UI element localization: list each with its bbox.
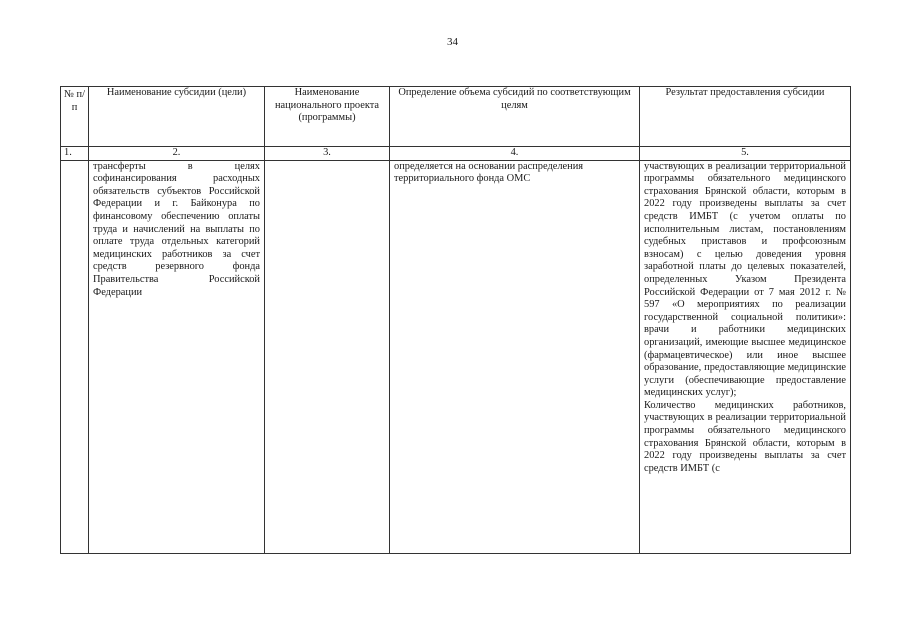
subsidy-table — [60, 86, 851, 554]
column-number-row — [61, 147, 851, 161]
page-number: 34 — [447, 36, 458, 48]
result-paragraph: Количество медицинских работников, участвующих в реализации территориальной программы обязательного медицинского страхования Брянской области, которым в 2022 году произведены выплаты за счет средств ИМБТ (с — [644, 399, 846, 474]
cell-subsidy-name: трансферты в целях софинансирования расходных обязательств субъектов Российской Федерации и г. Байконура по финансовому обеспечению оплаты труда и начислений на выплаты по оплате труда отдельных категорий медицинских работников за счет средств резервного фонда Правительства Российской Федерации — [89, 160, 265, 553]
column-number: 3. — [265, 147, 390, 161]
header-subsidy-name: Наименование субсидии (цели) — [89, 87, 265, 147]
column-number: 4. — [390, 147, 640, 161]
table-header-row — [61, 87, 851, 147]
result-paragraph: участвующих в реализации территориальной программы обязательного медицинского страхования Брянской области, которым в 2022 году произведены выплаты за счет средств ИМБТ (с учетом оплаты по исполнительным листам, постановлениям судебных приставов и профсоюзным взносам) с целью доведения уровня заработной платы до целевых показателей, определенных Указом Президента Российской Федерации от 7 мая 2012 г. № 597 «О мероприятиях по реализации государственной социальной политики»: врачи и работники медицинских организаций, имеющие высшее медицинское (фармацевтическое) или иное высшее образование, предоставляющие медицинские услуги (обеспечивающие предоставление медицинских услуг); — [644, 160, 846, 399]
column-number: 2. — [89, 147, 265, 161]
header-result: Результат предоставления субсидии — [640, 87, 851, 147]
header-volume-definition: Определение объема субсидий по соответствующим целям — [390, 87, 640, 147]
cell-volume-definition: определяется на основании распределения территориального фонда ОМС — [390, 160, 640, 553]
cell-result — [640, 160, 851, 553]
table-row — [61, 160, 851, 553]
header-national-project: Наименование национального проекта (программы) — [265, 87, 390, 147]
column-number: 1. — [61, 147, 89, 161]
column-number: 5. — [640, 147, 851, 161]
header-number: № п/п — [61, 87, 89, 147]
cell-national-project — [265, 160, 390, 553]
cell-number — [61, 160, 89, 553]
